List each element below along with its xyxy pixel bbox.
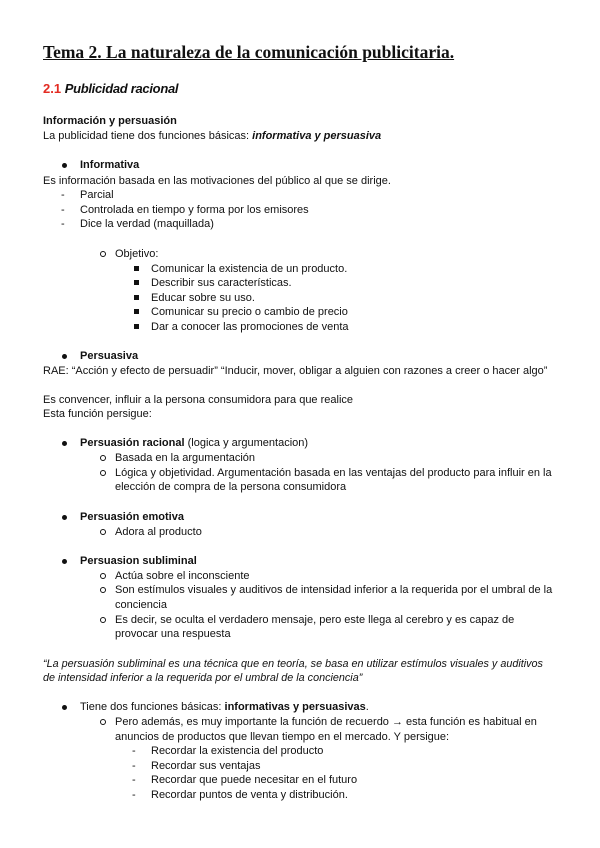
list-item: Dar a conocer las promociones de venta	[151, 321, 349, 333]
list-item: Basada en la argumentación	[115, 452, 256, 464]
objective-label: Objetivo:	[115, 248, 159, 260]
list-item: - Controlada en tiempo y forma por los emisores	[80, 203, 309, 217]
list-item-continuation: anuncios de productos que llevan tiempo en el mercado. Y persigue:	[115, 731, 450, 743]
list-item: Pero además, es muy importante la función de recuerdo → esta función es habitual en	[115, 716, 537, 728]
intro-text: La publicidad tiene dos funciones básicas:	[43, 130, 253, 142]
subliminal-heading: Persuasion subliminal	[80, 555, 197, 567]
racional-title: Persuasión racional	[80, 437, 185, 449]
list-item: Es decir, se oculta el verdadero mensaje, pero este llega al cerebro y es capaz de	[115, 614, 515, 626]
list-item: Son estímulos visuales y auditivos de intensidad inferior a la requerida por el umbral de la	[115, 584, 553, 596]
list-item: Adora al producto	[115, 526, 202, 538]
list-item: - Recordar puntos de venta y distribución.	[151, 788, 348, 802]
informativa-heading: Informativa	[80, 159, 140, 171]
persuasiva-line-1: Es convencer, influir a la persona consumidora para que realice	[43, 394, 354, 406]
list-item: - Recordar que puede necesitar en el futuro	[151, 773, 357, 787]
racional-heading	[80, 436, 308, 450]
quote-line-2: de intensidad inferior a la requerida por el umbral de la conciencia”	[43, 672, 363, 684]
list-item-continuation: provocar una respuesta	[115, 628, 231, 640]
summary-lead: Tiene dos funciones básicas:	[80, 701, 225, 713]
list-item: Lógica y objetividad. Argumentación basada en las ventajas del producto para influir en la	[115, 467, 552, 479]
list-item: Actúa sobre el inconsciente	[115, 570, 250, 582]
persuasiva-line-2: Esta función persigue:	[43, 408, 152, 420]
intro-paragraph	[43, 129, 381, 143]
section-label: Publicidad racional	[64, 81, 179, 96]
section-heading	[43, 80, 178, 98]
informativa-text: Es información basada en las motivaciones del público al que se dirige.	[43, 175, 391, 187]
list-item-continuation: conciencia	[115, 599, 167, 611]
list-item: Comunicar la existencia de un producto.	[151, 263, 348, 275]
list-item: Comunicar su precio o cambio de precio	[151, 306, 348, 318]
info-heading: Información y persuasión	[43, 115, 177, 127]
persuasiva-heading: Persuasiva	[80, 350, 139, 362]
list-item: - Parcial	[80, 188, 114, 202]
list-item: - Recordar la existencia del producto	[151, 744, 323, 758]
racional-suffix: (logica y argumentacion)	[184, 437, 309, 449]
section-number: 2.1	[43, 81, 62, 96]
summary-bold: informativas y persuasivas	[224, 701, 366, 713]
emotiva-heading: Persuasión emotiva	[80, 511, 184, 523]
intro-bold: informativa y persuasiva	[252, 130, 382, 142]
list-item: Educar sobre su uso.	[151, 292, 255, 304]
summary-bullet	[80, 700, 369, 714]
list-item: - Dice la verdad (maquillada)	[80, 217, 214, 231]
rae-definition: RAE: “Acción y efecto de persuadir” “Inducir, mover, obligar a alguien con razones a creer o hacer algo”	[43, 365, 548, 377]
list-item: - Recordar sus ventajas	[151, 759, 260, 773]
quote-line-1: “La persuasión subliminal es una técnica que en teoría, se basa en utilizar estímulos visuales y auditivos	[43, 658, 543, 670]
page-title: Tema 2. La naturaleza de la comunicación publicitaria.	[43, 42, 455, 62]
list-item: Describir sus características.	[151, 277, 292, 289]
summary-end: .	[365, 701, 369, 713]
list-item-continuation: elección de compra de la persona consumidora	[115, 481, 347, 493]
